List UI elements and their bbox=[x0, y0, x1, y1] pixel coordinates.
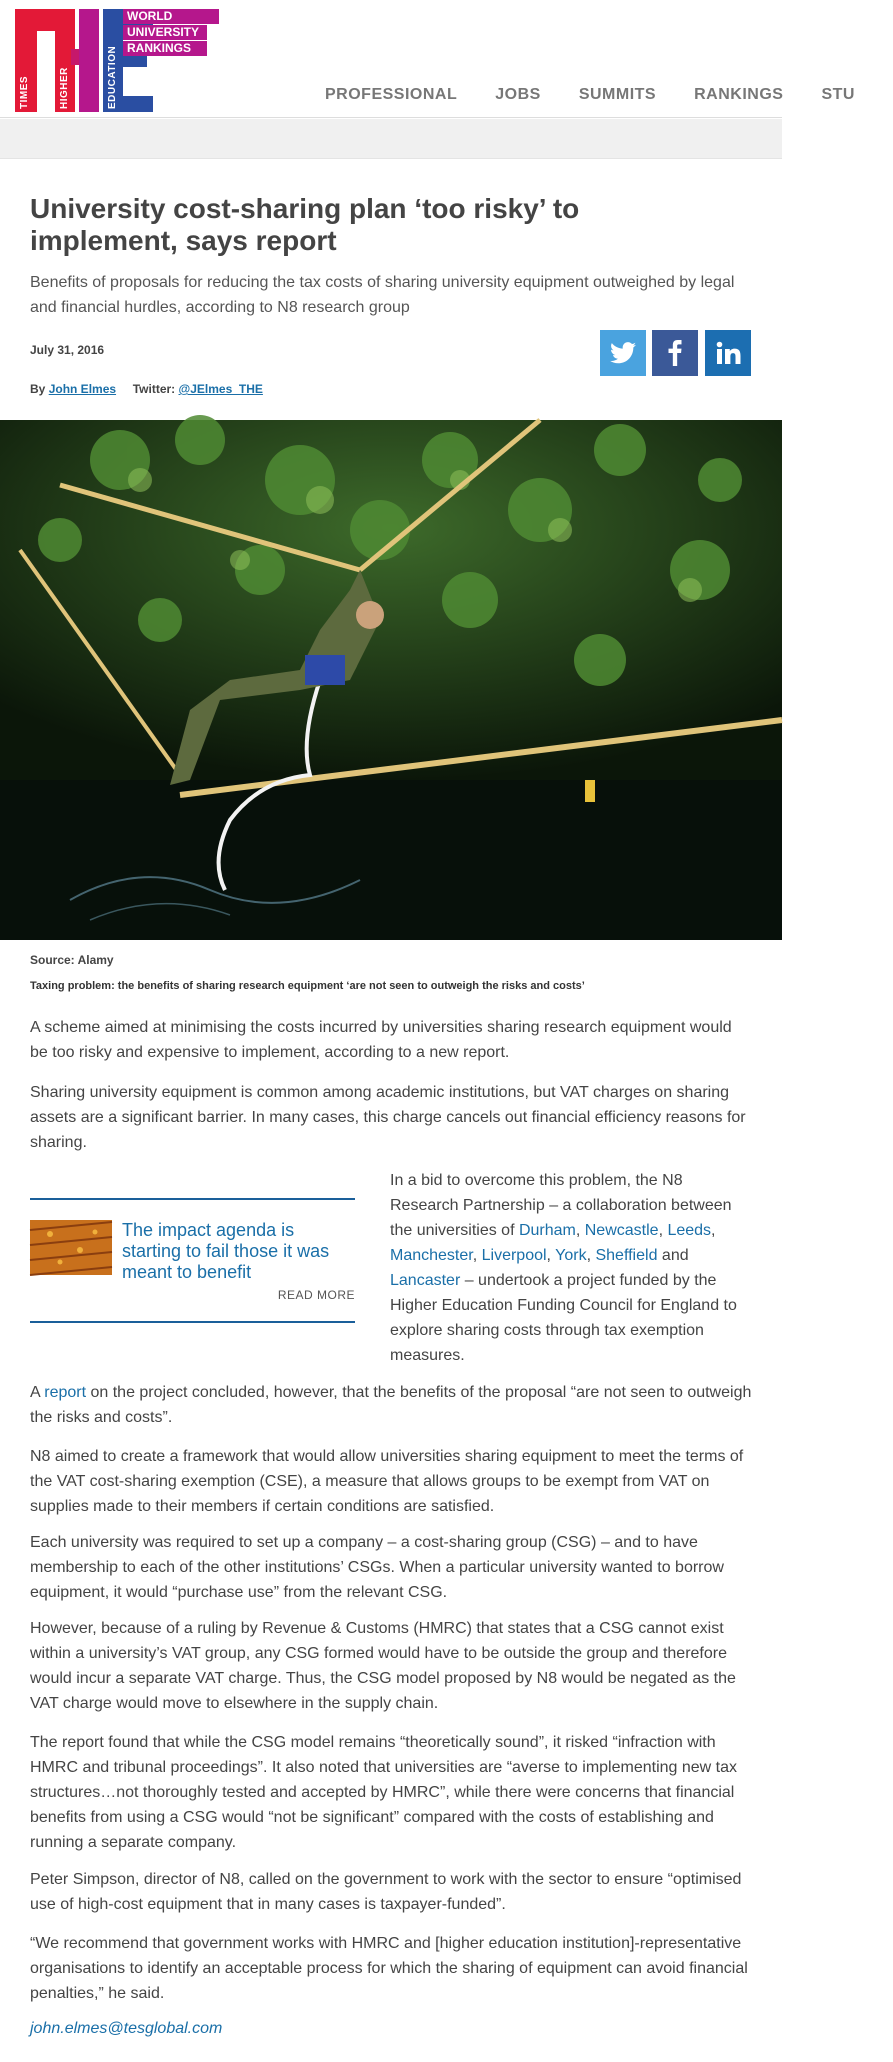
logo-times-label: TIMES bbox=[19, 75, 30, 109]
logo-wur-line: WORLD bbox=[123, 9, 219, 24]
main-nav bbox=[325, 86, 893, 104]
author-email-link[interactable]: john.elmes@tesglobal.com bbox=[30, 2020, 223, 2037]
paragraph-text: on the project concluded, however, that the benefits of the proposal “are not seen to outweigh the risks and costs”. bbox=[30, 1384, 752, 1426]
image-source: Source: Alamy bbox=[30, 953, 114, 967]
nav-professional[interactable]: PROFESSIONAL bbox=[325, 86, 458, 103]
paragraph-text: and bbox=[661, 1247, 689, 1264]
logo-higher-label: HIGHER bbox=[59, 67, 70, 109]
paragraph: Peter Simpson, director of N8, called on the government to work with the sector to ensure “optimised use of high-cost equipment that in many cases is taxpayer-funded”. bbox=[30, 1871, 742, 1913]
facebook-share-button[interactable] bbox=[652, 330, 698, 376]
nav-rankings[interactable]: RANKINGS bbox=[694, 86, 784, 103]
site-header bbox=[0, 0, 855, 118]
byline bbox=[30, 382, 263, 396]
related-thumbnail-image bbox=[30, 1220, 112, 1275]
logo-h-right bbox=[79, 9, 99, 112]
image-caption: Taxing problem: the benefits of sharing research equipment ‘are not seen to outweigh the risks and costs’ bbox=[30, 980, 585, 992]
logo-education-label: EDUCATION bbox=[107, 45, 118, 109]
paragraph: A scheme aimed at minimising the costs incurred by universities sharing research equipment would be too risky and expensive to implement, according to a new report. bbox=[30, 1019, 732, 1061]
article-standfirst: Benefits of proposals for reducing the tax costs of sharing university equipment outweighed by legal and financial hurdles, according to N8 research group bbox=[30, 274, 735, 316]
link-lancaster[interactable]: Lancaster bbox=[390, 1272, 461, 1289]
related-article-box[interactable] bbox=[30, 1198, 355, 1323]
paragraph-text: – undertook a project funded by the Higher Education Funding Council for England to explore sharing costs through tax exemption measures. bbox=[390, 1272, 737, 1364]
link-newcastle[interactable]: Newcastle bbox=[584, 1222, 659, 1239]
twitter-label: Twitter: bbox=[132, 382, 176, 396]
read-more-link[interactable]: READ MORE bbox=[277, 1288, 355, 1302]
related-title[interactable]: The impact agenda is starting to fail those it was meant to benefit bbox=[122, 1220, 330, 1282]
paragraph-report bbox=[30, 1380, 752, 1430]
link-sheffield[interactable]: Sheffield bbox=[595, 1247, 658, 1264]
paragraph: Each university was required to set up a company – a cost-sharing group (CSG) – and to have membership to each of the other institutions’ CSGs. When a particular university wanted to borrow equipment, it would “purchase use” from the relevant CSG. bbox=[30, 1534, 724, 1601]
link-york[interactable]: York bbox=[555, 1247, 587, 1264]
paragraph: “We recommend that government works with HMRC and [higher education institution]-representative organisations to identify an acceptable process for which the sharing of equipment can avoid financial penalties,” he said. bbox=[30, 1935, 748, 2002]
ad-band bbox=[0, 119, 782, 159]
paragraph-text: In a bid to overcome this problem, the N8 Research Partnership – a collaboration between the universities of bbox=[390, 1172, 732, 1239]
report-link[interactable]: report bbox=[44, 1384, 87, 1401]
link-liverpool[interactable]: Liverpool bbox=[481, 1247, 547, 1264]
article-title: University cost-sharing plan ‘too risky’ to implement, says report bbox=[30, 193, 580, 256]
link-manchester[interactable]: Manchester bbox=[390, 1247, 473, 1264]
link-durham[interactable]: Durham bbox=[518, 1222, 576, 1239]
paragraph-text: A bbox=[30, 1384, 45, 1401]
linkedin-share-button[interactable] bbox=[705, 330, 751, 376]
paragraph: However, because of a ruling by Revenue & Customs (HMRC) that states that a CSG cannot exist within a university’s VAT group, any CSG formed would have to be outside the group and therefore would incur a separate VAT charge. Thus, the CSG model proposed by N8 would be negated as the VAT charge would move to elsewhere in the supply chain. bbox=[30, 1620, 736, 1712]
author-link[interactable]: John Elmes bbox=[48, 382, 117, 396]
paragraph-partnership: In a bid to overcome this problem, the N8 Research Partnership – a collaboration between the universities of Durham, Newcastle, Leeds, Manchester, Liverpool, York, Sheffield and Lancaster – undertook a project funded by the Higher Education Funding Council for England to explore sharing costs through tax exemption measures. bbox=[390, 1172, 737, 1364]
facebook-icon bbox=[668, 340, 682, 366]
logo-wur-line: RANKINGS bbox=[123, 41, 207, 56]
nav-students[interactable]: STU bbox=[821, 86, 855, 103]
paragraph: N8 aimed to create a framework that would allow universities sharing equipment to meet the terms of the VAT cost-sharing exemption (CSE), a measure that allows groups to be exempt from VAT on supplies made to their members if certain conditions are satisfied. bbox=[30, 1448, 744, 1515]
nav-jobs[interactable]: JOBS bbox=[495, 86, 541, 103]
logo-wur bbox=[123, 9, 241, 57]
hero-image bbox=[0, 420, 782, 940]
nav-summits[interactable]: SUMMITS bbox=[578, 86, 657, 103]
link-leeds[interactable]: Leeds bbox=[667, 1222, 712, 1239]
paragraph: The report found that while the CSG model remains “theoretically sound”, it risked “infraction with HMRC and tribunal proceedings”. It also noted that universities are “averse to implementing new tax structures…not thoroughly tested and accepted by HMRC”, while there were concerns that financial benefits from using a CSG would “not be significant” compared with the costs of establishing and running a separate company. bbox=[30, 1734, 738, 1851]
logo-wur-line: UNIVERSITY bbox=[123, 25, 207, 40]
the-logo[interactable] bbox=[15, 9, 240, 112]
twitter-icon bbox=[610, 342, 636, 364]
byline-by: By bbox=[30, 382, 46, 396]
twitter-handle-link[interactable]: @JElmes_THE bbox=[178, 382, 263, 396]
article-date: July 31, 2016 bbox=[30, 343, 105, 357]
paragraph: Sharing university equipment is common among academic institutions, but VAT charges on sharing assets are a significant barrier. In many cases, this charge cancels out financial efficiency reasons for sharing. bbox=[30, 1084, 746, 1151]
twitter-share-button[interactable] bbox=[600, 330, 646, 376]
rope-bridge-illustration bbox=[0, 420, 782, 940]
related-thumbnail[interactable] bbox=[30, 1220, 112, 1275]
linkedin-icon bbox=[716, 341, 740, 365]
